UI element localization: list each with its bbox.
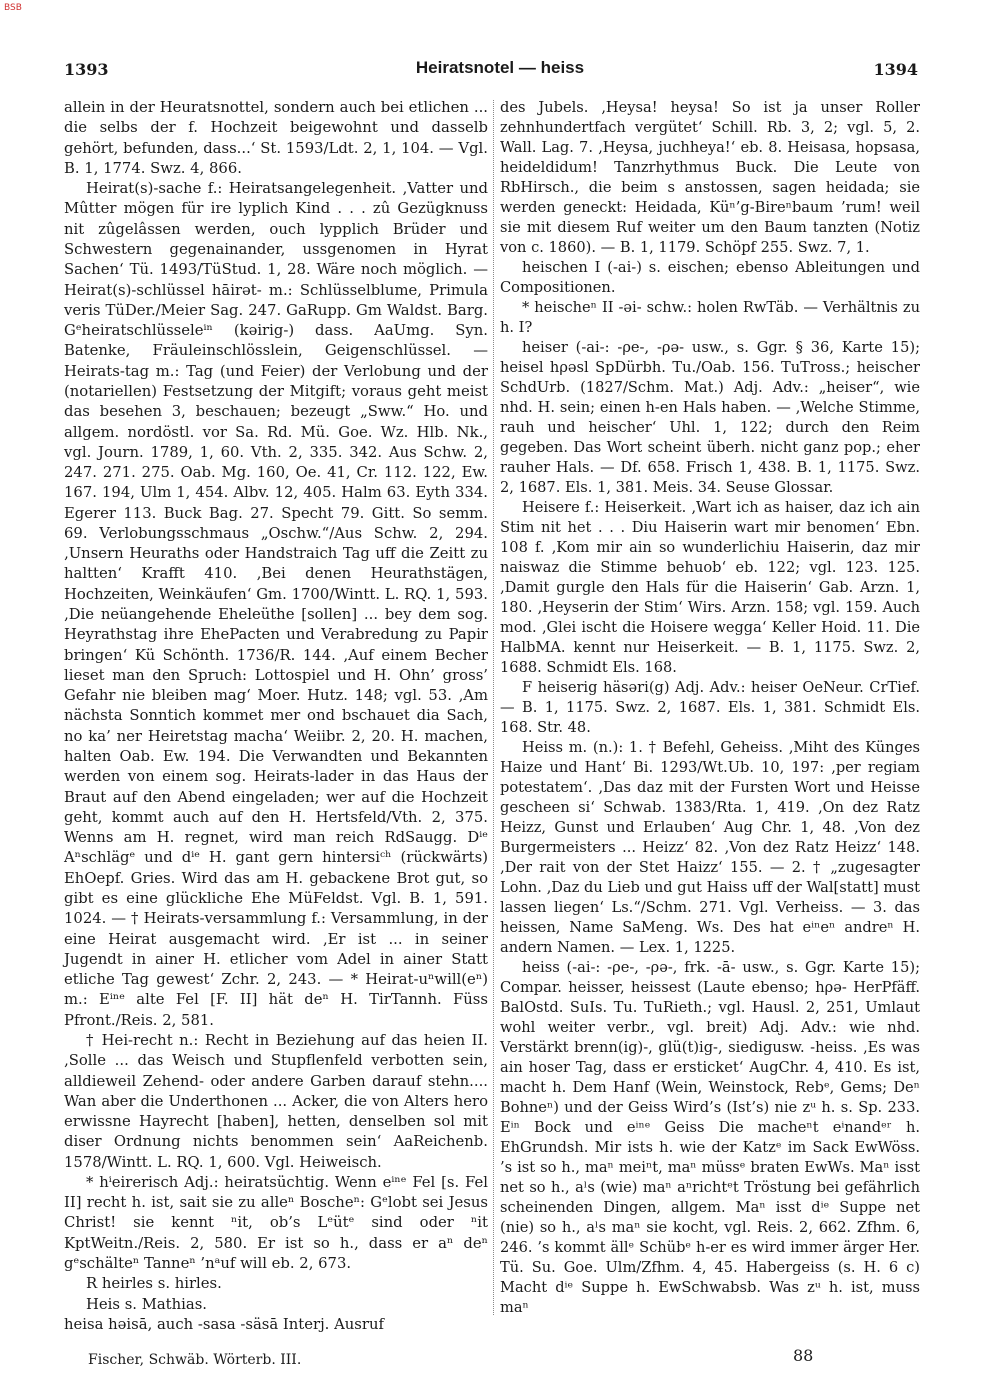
entry-heiss-adj: heiss (-ai-: -ρe-, -ρə-, frk. -ā- usw., s. Ggr. Karte 15); Compar. heisser, heissest (Laute ebenso; hρə- HerPfäff. BalOstd. SuIs. Tu. TuRieth.; vgl. Hausl. 2, 251, Umlaut wohl weiter verbr., vgl. breit) Adj. Adv.: wie nhd. Verstärkt brenn(ig)-, glü(t)ig-, siedigusw. -heiss. ‚Es was ain hoser Tag, dass er ersticket‘ AugChr. 4, 410. Es ist, macht h. Dem Hanf (Wein, Weinstock, Rebᵉ, Gems; Deⁿ Bohneⁿ) und der Geiss Wird’s (Ist’s) nie zᵘ h. s. Sp. 233. Eⁱⁿ Bock und eⁱⁿᵉ Geiss Die macheⁿt eⁱnandᵉʳ h. EhGrundsh. Mir ists h. wie der Katzᵉ im Sack EwWöss. ’s ist so h., maⁿ meiⁿt, maⁿ müssᵉ braten EwWs. Maⁿ isst net so h., aˡs (wie) maⁿ aⁿrichtᵉt Tröstung bei gefährlich scheinenden Dingen, allgem. Maⁿ isst dⁱᵉ Suppe net (nie) so h., aˡs maⁿ sie kocht, vgl. Reis. 2, 662. Zfhm. 6, 246. ’s kommt ällᵉ Schübᵉ h-er es wird immer ärger Her. Tü. Su. Goe. Ulm/Zfhm. 4, 45. Habergeiss (s. H. 6 c) Macht dⁱᵉ Suppe h. EwSchwabsb. Was zᵘ h. ist, muss maⁿ (500, 959, 920, 1316)
running-title: Heiratsnotel — heiss (415, 58, 585, 77)
library-stamp: BSB (4, 3, 22, 13)
entry-heiserig: F heiserig häsəri(g) Adj. Adv.: heiser OeNeur. CrTief. — B. 1, 1175. Swz. 2, 1687. Els. 1, 381. Schmidt Els. 168. Str. 48. (500, 679, 920, 736)
entry-heisa: heisa həisā, auch -sasa -säsā Interj. Ausruf (64, 1315, 384, 1333)
column-divider (493, 100, 494, 1315)
page-number-right: 1394 (873, 60, 918, 79)
entry-heischen-1: heischen I (-ai-) s. eischen; ebenso Ableitungen und Compositionen. (500, 259, 920, 296)
left-column (64, 98, 488, 1335)
entry-heiss-noun: Heiss m. (n.): 1. † Befehl, Geheiss. ‚Miht des Künges Haize und Hant‘ Bi. 1293/Wt.Ub. 10, 197: ‚per regiam potestatem‘. ‚Das daz mit der Fursten Wort und Heisse gescheen si‘ Schwab. 1383/Rta. 1, 419. ‚On dez Ratz Heizz, Gunst und Erlauben‘ Aug Chr. 1, 48. ‚Von dez Burgermeisters ... Heizz‘ 82. ‚Von dez Ratz Heizz‘ 148. ‚Der rait von der Stet Haizz‘ 155. — 2. † „zugesagter Lohn. ‚Daz du Lieb und gut Haiss uff der Wal[statt] must lassen liegen‘ Ls.“/Schm. 271. Vgl. Verheiss. — 3. das heissen, Name SaMeng. Ws. Des hat eⁱⁿeⁿ andreⁿ H. andern Namen. — Lex. 1, 1225. (500, 739, 920, 956)
entry-heirerisch: * hⁱeirerisch Adj.: heiratsüchtig. Wenn eⁱⁿᵉ Fel [s. Fel II] recht h. ist, sait sie zu alleⁿ Boscheⁿ: Gᵉlobt sei Jesus Christ! sie kennt ⁿit, ob’s Lᵉütᵉ sind oder ⁿit KptWeitn./Reis. 2, 580. Er ist so h., dass er aⁿ deⁿ gᵉschälteⁿ Tanneⁿ ’nᵃuf will eb. 2, 673. (64, 1173, 488, 1273)
right-column (500, 98, 920, 1318)
entry-heirles: R heirles s. hirles. (86, 1275, 222, 1293)
entry-heiratssache: Heirat(s)-sache f.: Heiratsangelegenheit. ‚Vatter und Mûtter mögen für ire lyplich Kind . . . zû Gezügknuss nit zûgelâssen werden, ouch lypplich Brüder und Schwestern gegenainander, ussgenomen in Hyrat Sachen‘ Tü. 1493/TüStud. 1, 28. Wäre noch möglich. — Heirat(s)-schlüssel hāirət- m.: Schlüsselblume, Primula veris TüDer./Meier Sag. 247. GaRupp. Gm Waldst. Barg. Gᵉheiratschlüsseleⁱⁿ (kəirig-) dass. AaUmg. Syn. Batenke, Fräuleinschlösslein, Geigenschlüssel. — Heirats-tag m.: Tag (und Feier) der Verlobung und der (notariellen) Festsetzung der Mitgift; voraus geht meist das besehen 3, beschauen; bezeugt „Sww.“ Ho. und allgem. nordöstl. vor Sa. Rd. Mü. Goe. Wz. Hlb. Nk., vgl. Journ. 1789, 1, 60. Vth. 2, 335. 342. Aus Schw. 2, 247. 271. 275. Oab. Mg. 160, Oe. 41, Cr. 112. 122, Ew. 167. 194, Ulm 1, 454. Albv. 12, 405. Halm 63. Eyth 334. Egerer 113. Buck Bag. 27. Specht 79. Gitt. So semm. 69. Verlobungsschmaus „Oschw.“/Aus Schw. 2, 294. ‚Unsern Heuraths oder Handstraich Tag uff die Zeitt zu haltten‘ Krafft 410. ‚Bei denen Heurathstägen, Hochzeiten, Weinkäufen‘ Gm. 1700/Wintt. L. RQ. 1, 593. ‚Die neüangehende Eheleüthe [sollen] ... bey dem sog. Heyrathstag ihre EhePacten und Verabredung zu Papir bringen‘ Kü Schönth. 1736/R. 144. ‚Auf einem Becher lieset man den Spruch: Lottospiel und H. Ohn’ gross’ Gefahr nie bleiben mag‘ Moer. Hutz. 148; vgl. 53. ‚Am nächsta Sonntich kommet mer ond bschauet dia Sach, no ka’ ner Heiretstag macha‘ Weiibr. 2, 20. H. machen, halten Oab. Ew. 194. Die Verwandten und Bekannten werden von einem sog. Heirats-lader in das Haus der Braut auf den Abend eingeladen; wer auf die Hochzeit geht, kommt auch auf den H. Hertsfeld/Vth. 2, 375. Wenns am H. regnet, wird man reich RdSaugg. Dⁱᵉ Aⁿschlägᵉ und dⁱᵉ H. gant gern hintersiᶜʰ (rückwärts) EhOepf. Gries. Wird das am H. gebackene Brot gut, so gibt es eine glückliche Ehe MüFeldst. Vgl. B. 1, 591. 1024. — † Heirats-versammlung f.: Versammlung, in der eine Heirat ausgemacht wird. ‚Er ist ... in seiner Jugendt in ainer H. etlicher vom Adel in ainer Statt etliche Tag gewest‘ Zchr. 2, 243. — * Heirat-uⁿwill(eⁿ) m.: Eⁱⁿᵉ alte Fel [F. II] hät deⁿ H. TirTannh. Füss Pfront./Reis. 2, 581. (64, 180, 488, 1029)
entry-heisa-continued: des Jubels. ‚Heysa! heysa! So ist ja unser Roller zehnhundertfach vergütet‘ Schill. Rb. 3, 2; vgl. 5, 2. Wall. Lag. 7. ‚Heysa, juchheya!‘ eb. 8. Heisasa, hopsasa, heideldidum! Tanzrhythmus Buck. Die Leute von RbHirsch., die beim s anstossen, sagen heidada; sie werden geneckt: Heidada, Küⁿ’g-Bireⁿbaum ’rum! weil sie mit diesem Ruf weiter um den Baum tanzten (Notiz von c. 1860). — B. 1, 1179. Schöpf 255. Swz. 7, 1. (500, 99, 920, 256)
page-number-left: 1393 (64, 60, 109, 79)
entry-continuation: allein in der Heuratsnottel, sondern auch bei etlichen ... die selbs der f. Hochzeit beigewohnt und dasselb gehört, befunden, dass...‘ St. 1593/Ldt. 2, 1, 104. — Vgl. B. 1, 1774. Swz. 4, 866. (64, 99, 488, 177)
entry-heischen-2: * heischeⁿ II -əi- schw.: holen RwTäb. — Verhältnis zu h. I? (500, 299, 920, 336)
entry-heis: Heis s. Mathias. (86, 1295, 207, 1313)
entry-heisere: Heisere f.: Heiserkeit. ‚Wart ich as haiser, daz ich ain Stim nit het . . . Diu Haiserin wart mir benomen‘ Ebn. 108 f. ‚Kom mir ain so wunderlichiu Haiserin, daz mir naiswaz die Stimme behuob‘ eb. 122; vgl. 123. 125. ‚Damit gurgle den Hals für die Haiserin‘ Gab. Arzn. 1, 180. ‚Heyserin der Stim‘ Wirs. Arzn. 158; vgl. 159. Auch mod. ‚Glei ischt die Hoisere wegga‘ Keller Hoid. 11. Die HalbMA. kennt nur Heiserkeit. — B. 1, 1175. Swz. 2, 1688. Schmidt Els. 168. (500, 499, 920, 676)
entry-heiser: heiser (-ai-: -ρe-, -ρə- usw., s. Ggr. § 36, Karte 15); heisel hρəsl SpDürbh. Tu./Oab. 156. TuTross.; heischer SchdUrb. (1827/Schm. Mat.) Adj. Adv.: „heiser“, wie nhd. H. sein; einen h-en Hals haben. — ‚Welche Stimme, rauh und heischer‘ Uhl. 1, 122; durch den Reim gegeben. Das Wort scheint überh. nicht ganz pop.; eher rauher Hals. — Df. 658. Frisch 1, 438. B. 1, 1175. Swz. 2, 1687. Els. 1, 381. Meis. 34. Seuse Glossar. (500, 339, 920, 496)
footer-source: Fischer, Schwäb. Wörterb. III. (88, 1352, 302, 1368)
footer-sheet-number: 88 (793, 1346, 814, 1365)
entry-heirecht: † Hei-recht n.: Recht in Beziehung auf das heien II. ‚Solle ... das Weisch und Stupflenfeld verbotten sein, alldieweil Zehend- oder andere Garben darauf stehn.... Wan aber die Underthonen ... Acker, die von Alters hero erwissne Hayrecht [haben], hetten, denselben sol mit diser Ordnung nichts benommen sein‘ AaReichenb. 1578/Wintt. L. RQ. 1, 600. Vgl. Heiweisch. (64, 1031, 488, 1171)
